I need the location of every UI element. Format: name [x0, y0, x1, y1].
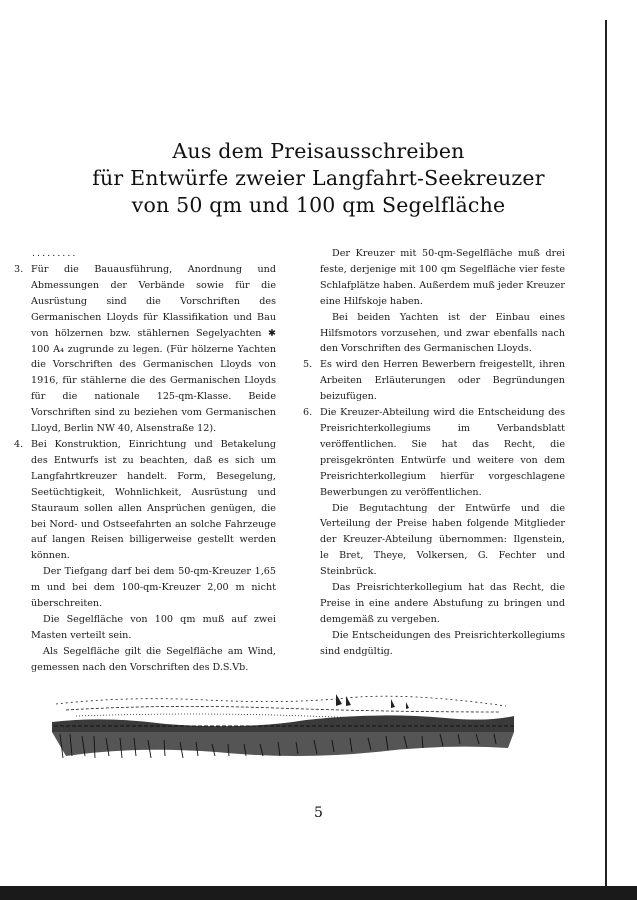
article-title	[0, 138, 637, 219]
title-line-1: Aus dem Preisausschreiben	[172, 139, 465, 163]
paragraph-begutachtung: Die Begutachtung der Entwürfe und die Verteilung der Preise haben folgende Mitglieder der Kreuzer-Abteilung übernommen: Ilgenstein, le Bret, Theye, Volkersen, G. Fechter und Steinbrück.	[320, 502, 565, 578]
paragraph-schlafplaetze: Der Kreuzer mit 50-qm-Segelfläche muß drei feste, derjenige mit 100 qm Segelfläche vier feste Schlafplätze haben. Außerdem muß jeder Kreuzer eine Hilfskoje haben.	[320, 248, 565, 307]
ellipsis-dots: .........	[32, 248, 78, 259]
right-column	[303, 246, 565, 660]
item-number: 4.	[14, 438, 24, 450]
item-text: Für die Bauausführung, Anordnung und Abmessungen der Verbände sowie für die Ausrüstung sind die Vorschriften des Germanischen Lloyds für Klassifikation und Bau von hölzernen bzw. stählernen Segelyachten ✱ 100 A₄ zugrunde zu legen. (Für hölzerne Yachten die Vorschriften des Germanischen Lloyds von 1916, für stählerne die des Germanischen Lloyds für die nationale 125-qm-Klasse. Beide Vorschriften sind zu beziehen vom Germanischen Lloyd, Berlin NW 40, Alsenstraße 12).	[31, 264, 276, 435]
item-number: 5.	[303, 359, 313, 371]
list-item-3	[14, 262, 276, 437]
paragraph-recht: Das Preisrichterkollegium hat das Recht, die Preise in eine andere Abstufung zu bringen und demgemäß zu vergeben.	[320, 582, 565, 625]
paragraph-wind: Als Segelfläche gilt die Segelfläche am Wind, gemessen nach den Vorschriften des D.S.Vb.	[31, 645, 276, 673]
paragraph-hilfsmotor: Bei beiden Yachten ist der Einbau eines Hilfsmotors vorzusehen, und zwar ebenfalls nach den Vorschriften des Germanischen Lloyds.	[320, 311, 565, 355]
list-item-5	[303, 357, 565, 405]
item-text: Bei Konstruktion, Einrichtung und Betakelung des Entwurfs ist zu beachten, daß es sich um Langfahrtkreuzer handelt. Form, Besegelung, Seetüchtigkeit, Wohnlichkeit, Ausrüstung und Stauraum sollen allen Ansprüchen genügen, die bei Nord- und Ostseefahrten an solche Fahrzeuge auf langen Reisen billigerweise gestellt werden können.	[31, 438, 276, 562]
paragraph-masten: Die Segelfläche von 100 qm muß auf zwei Masten verteilt sein.	[31, 613, 276, 641]
item-text: Es wird den Herren Bewerbern freigestellt, ihren Arbeiten Erläuterungen oder Begründungen beizufügen.	[320, 359, 565, 403]
item-number: 3.	[14, 264, 24, 275]
title-line-3: von 50 qm und 100 qm Segelfläche	[131, 193, 506, 217]
left-column	[14, 246, 276, 676]
title-line-2: für Entwürfe zweier Langfahrt-Seekreuzer	[92, 166, 545, 190]
list-item-4	[14, 437, 276, 564]
seascape-illustration	[46, 686, 516, 768]
paragraph-endgueltig: Die Entscheidungen des Preisrichterkollegiums sind endgültig.	[320, 629, 565, 657]
item-text: Die Kreuzer-Abteilung wird die Entscheidung des Preisrichterkollegiums im Verbandsblatt veröffentlichen. Sie hat das Recht, die preisgekrönten Entwürfe und weitere von dem Preisrichterkollegium hierfür vorgeschlagene Bewerbungen zu veröffentlichen.	[320, 407, 565, 498]
scan-bottom-band	[0, 886, 637, 900]
page-number: 5	[314, 805, 323, 821]
paragraph-tiefgang: Der Tiefgang darf bei dem 50-qm-Kreuzer 1,65 m und bei dem 100-qm-Kreuzer 2,00 m nicht überschreiten.	[31, 566, 276, 610]
list-item-6	[303, 405, 565, 500]
item-number: 6.	[303, 407, 313, 419]
